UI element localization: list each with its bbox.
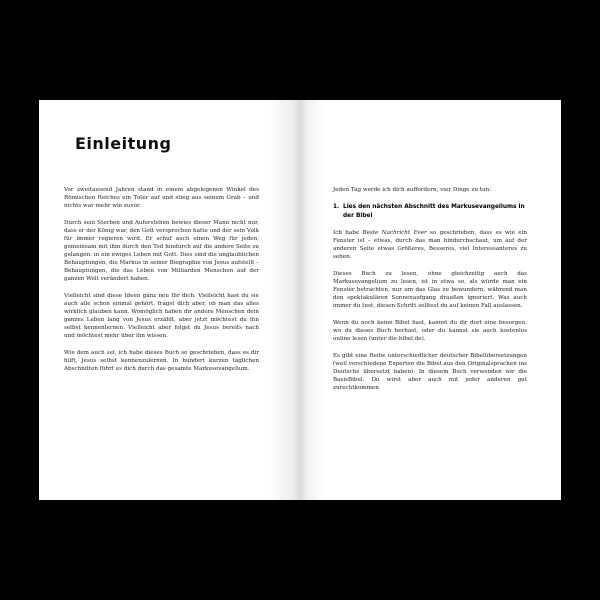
left-page (39, 100, 300, 500)
intro-paragraph: Jeden Tag werde ich dich auffordern, vier Dinge zu tun: (333, 187, 492, 193)
paragraph: Es gibt eine Reihe unterschiedlicher deutscher Bibelübersetzungen (weil verschiedene Experten die Bibel aus den Originalsprachen ins Deutsche übersetzt haben). In diesem Buch verwenden wir die BasisBibel. Du wirst aber auch mit jeder anderen gut zurechtkommen. (333, 353, 527, 391)
paragraph: Dieses Buch zu lesen, ohne gleichzeitig auch das Markusevangelium zu lesen, ist in etwa so, als würde man ein Fenster betrachten, nur um das Glas zu bewundern, während man den spektakulären Sonnenaufgang draußen ignoriert. Was auch immer du tust, diesen Schritt solltest du auf keinen Fall auslassen. (333, 271, 527, 309)
paragraph: Wie dem auch sei, ich habe dieses Buch so geschrieben, dass es dir hilft, Jesus selbst kennenzulernen. In hundert kurzen täglichen Abschnitten führt es dich durch das gesamte Markusevangelium. (64, 350, 259, 372)
paragraph: Wenn du noch keine Bibel hast, kannst du dir dort eine besorgen, wo du dieses Buch herhast, oder du kannst sie auch kostenlos online lesen (unter die-bibel.de). (333, 320, 527, 342)
book-spread (39, 100, 561, 500)
numbered-step (333, 203, 527, 221)
p1-before: Ich habe (333, 230, 363, 236)
paragraph (333, 229, 527, 261)
p1-after: so geschrieben, dass es wie ein Fenster ist – etwas, durch das man hindurchschaut, um auf der anderen Seite etwas Größeres, Besseres, viel Interessanteres zu sehen. (333, 230, 527, 260)
paragraph: Durch sein Sterben und Auferstehen bewies dieser Mann nicht nur, dass er der König war, den Gott versprochen hatte und der sein Volk für immer regieren wird. Er schuf auch einen Weg für jeden, gemeinsam mit ihm durch den Tod hindurch auf die andere Seite zu gelangen: in ein ewiges Leben mit Gott. Dies sind die unglaublichen Behauptungen, die Markus in seiner Biographie von Jesus aufstellt – Behauptungen, die das Leben von Milliarden Menschen auf der ganzen Welt verändert haben. (64, 220, 259, 282)
book-title-emphasis: Beste Nachricht Ever (362, 230, 427, 236)
chapter-title: Einleitung (75, 134, 172, 153)
paragraph: Vielleicht sind diese Ideen ganz neu für dich. Vielleicht hast du sie auch alle schon einmal gehört, fragst dich aber, ob man das alles wirklich glauben kann. Womöglich haben dir andere Menschen dein ganzes Leben lang von Jesus erzählt, aber jetzt möchtest du ihn selbst kennenlernen. Vielleicht aber folgst du Jesus bereits nach und möchtest mehr über ihn wissen. (64, 293, 259, 339)
right-text-column (333, 186, 527, 401)
paragraph: Vor zweitausend Jahren stand in einem abgelegenen Winkel des Römischen Reiches ein Toter auf und stieg aus seinem Grab – und nichts war mehr wie zuvor. (64, 187, 259, 209)
left-text-column (64, 186, 259, 382)
step-number: 1. (333, 204, 340, 210)
right-page (300, 100, 561, 500)
step-text: Lies den nächsten Abschnitt des Markusevangeliums in der Bibel (343, 204, 525, 219)
